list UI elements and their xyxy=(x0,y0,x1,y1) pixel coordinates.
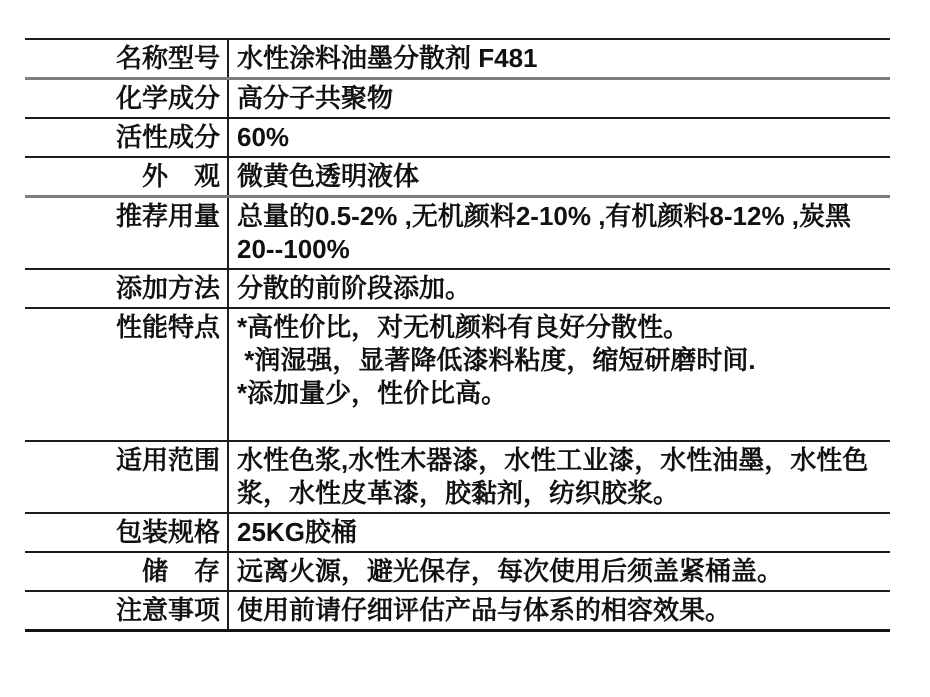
row-value xyxy=(227,80,890,117)
value-line: 水性涂料油墨分散剂 F481 xyxy=(237,43,538,73)
row-label: 性能特点 xyxy=(115,312,220,342)
row-label: 名称型号 xyxy=(115,43,220,73)
value-line: 微黄色透明液体 xyxy=(237,161,420,191)
value-line: *添加量少，性价比高。 xyxy=(237,378,508,408)
value-line: 水性色浆,水性木器漆，水性工业漆，水性油墨，水性色 xyxy=(237,445,869,475)
value-line: 25KG胶桶 xyxy=(237,517,357,547)
row-label: 化学成分 xyxy=(115,83,220,113)
table-row-performance-features xyxy=(25,309,890,442)
row-value xyxy=(227,158,890,195)
value-line: 60% xyxy=(237,122,290,152)
row-value xyxy=(227,270,890,307)
value-line: 使用前请仔细评估产品与体系的相容效果。 xyxy=(237,595,732,625)
table-row-name-model xyxy=(25,40,890,80)
row-value xyxy=(227,40,890,77)
table-row-chemical-composition xyxy=(25,80,890,119)
table-row-addition-method xyxy=(25,270,890,309)
value-line: 浆，水性皮革漆，胶黏剂，纺织胶浆。 xyxy=(237,478,680,508)
row-label: 外 观 xyxy=(141,161,220,191)
row-label: 活性成分 xyxy=(115,122,220,152)
row-value xyxy=(227,309,890,440)
table-row-appearance xyxy=(25,158,890,198)
row-value xyxy=(227,592,890,629)
product-spec-table xyxy=(25,38,890,632)
table-row-packaging-spec xyxy=(25,514,890,553)
value-line: *高性价比，对无机颜料有良好分散性。 xyxy=(237,312,690,342)
row-label: 注意事项 xyxy=(115,595,220,625)
value-line: 20--100% xyxy=(237,234,350,264)
table-row-active-content xyxy=(25,119,890,158)
table-row-precautions xyxy=(25,592,890,629)
row-label: 推荐用量 xyxy=(115,201,220,231)
value-line: 分散的前阶段添加。 xyxy=(237,273,472,303)
row-value xyxy=(227,553,890,590)
row-value xyxy=(227,119,890,156)
row-value xyxy=(227,442,890,512)
value-line: 远离火源，避光保存，每次使用后须盖紧桶盖。 xyxy=(237,556,784,586)
row-label: 包装规格 xyxy=(115,517,220,547)
row-label: 添加方法 xyxy=(115,273,220,303)
row-label: 储 存 xyxy=(141,556,220,586)
value-line: *润湿强，显著降低漆料粘度，缩短研磨时间. xyxy=(237,345,756,375)
table-row-storage xyxy=(25,553,890,592)
value-line: 总量的0.5-2% ,无机颜料2-10% ,有机颜料8-12% ,炭黑 xyxy=(237,201,852,231)
row-value xyxy=(227,198,890,268)
table-row-recommended-dosage xyxy=(25,198,890,270)
row-value xyxy=(227,514,890,551)
row-label: 适用范围 xyxy=(115,445,220,475)
value-line: 高分子共聚物 xyxy=(237,83,394,113)
table-row-application-scope xyxy=(25,442,890,514)
